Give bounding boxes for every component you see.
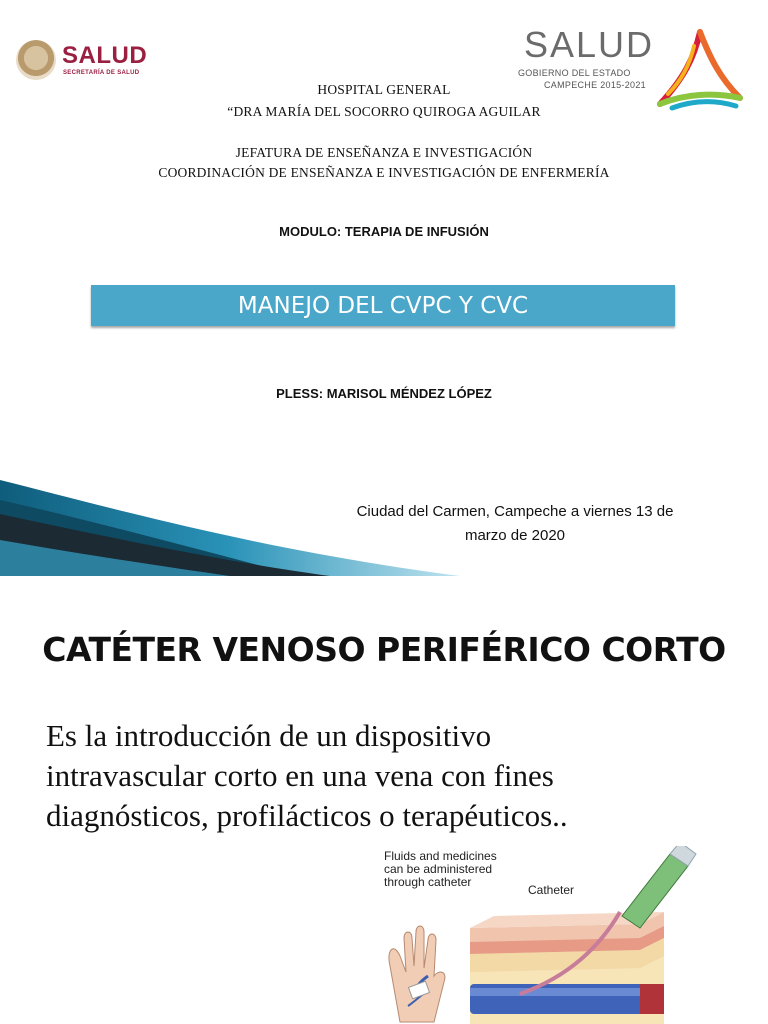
- title-banner: [91, 285, 675, 326]
- presenter-line: PLESS: MARISOL MÉNDEZ LÓPEZ: [276, 386, 492, 401]
- date-location: [300, 500, 730, 548]
- fluids-label-line: Fluids and medicines: [384, 849, 497, 863]
- gobierno-campeche-logo: [514, 24, 754, 114]
- logo-right-word: SALUD: [524, 24, 655, 65]
- paragraph-line: diagnósticos, profilácticos o terapéuticos..: [46, 798, 568, 833]
- fluids-label-line: can be administered: [384, 862, 493, 876]
- logo-left-subtitle: SECRETARÍA DE SALUD: [63, 70, 140, 76]
- logo-right-line2: CAMPECHE 2015-2021: [544, 80, 646, 90]
- hospital-line2: “DRA MARÍA DEL SOCORRO QUIROGA AGUILAR: [227, 104, 541, 119]
- jefatura-line: JEFATURA DE ENSEÑANZA E INVESTIGACIÓN: [235, 145, 533, 160]
- catheter-illustration: [370, 846, 700, 1024]
- coordinacion-line: COORDINACIÓN DE ENSEÑANZA E INVESTIGACIÓN DE ENFERMERÍA: [158, 165, 610, 180]
- hospital-line1: HOSPITAL GENERAL: [317, 82, 451, 97]
- campeche-ribbon-icon: [654, 28, 746, 116]
- fluids-label: [384, 850, 497, 889]
- banner-title: MANEJO DEL CVPC Y CVC: [237, 292, 529, 319]
- paragraph-line: Es la introducción de un dispositivo: [46, 718, 492, 753]
- logo-right-line1: GOBIERNO DEL ESTADO: [518, 68, 631, 78]
- definition-paragraph: [46, 716, 746, 836]
- catheter-label: Catheter: [528, 883, 575, 897]
- modulo-line: MODULO: TERAPIA DE INFUSIÓN: [279, 224, 489, 239]
- date-line2: marzo de 2020: [464, 527, 566, 544]
- date-line1: Ciudad del Carmen, Campeche a viernes 13 de: [356, 503, 674, 520]
- content-slide: [0, 588, 768, 1024]
- mexico-seal-icon: [16, 40, 56, 80]
- paragraph-line: intravascular corto en una vena con fines: [46, 758, 554, 793]
- slide-title: CATÉTER VENOSO PERIFÉRICO CORTO: [42, 630, 726, 669]
- logo-left-word: SALUD: [62, 42, 148, 69]
- fluids-label-line: through catheter: [384, 875, 472, 889]
- slide-gap: [0, 576, 768, 588]
- secretaria-salud-logo: [16, 40, 166, 84]
